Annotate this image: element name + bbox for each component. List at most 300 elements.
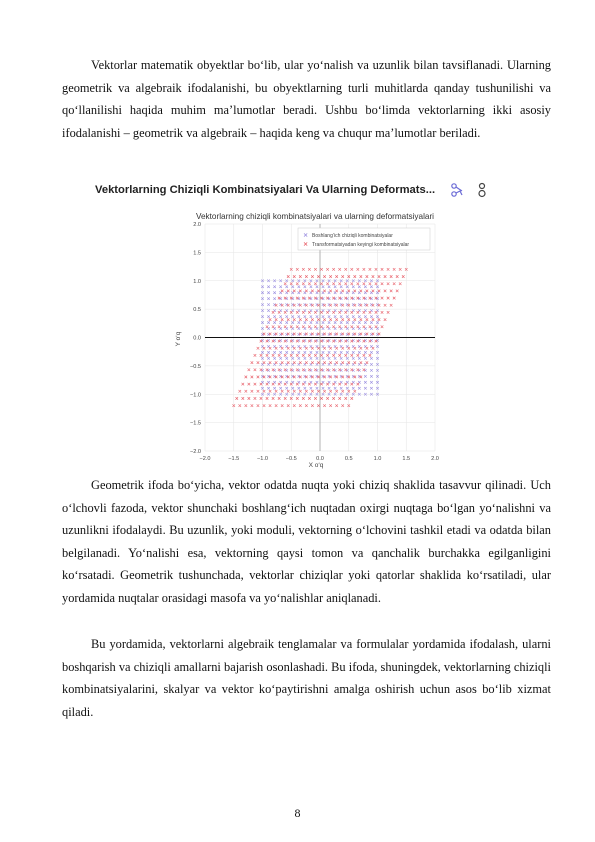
data-point — [366, 347, 369, 350]
data-point — [263, 361, 266, 364]
chart-title: Vektorlarning chiziqli kombinatsiyalari va ularning deformatsiyalari — [195, 212, 435, 221]
data-point — [305, 390, 308, 393]
data-point — [341, 318, 344, 321]
data-point — [360, 318, 363, 321]
data-point — [340, 357, 343, 360]
data-point — [278, 383, 281, 386]
data-point — [370, 375, 373, 378]
data-point — [314, 325, 317, 328]
data-point — [323, 318, 326, 321]
data-point — [251, 404, 254, 407]
data-point — [299, 290, 302, 293]
data-point — [354, 318, 357, 321]
data-point — [273, 351, 276, 354]
data-point — [314, 383, 317, 386]
y-tick-label: −2.0 — [189, 449, 201, 455]
data-point — [317, 390, 320, 393]
data-point — [310, 357, 313, 360]
data-point — [322, 351, 325, 354]
data-point — [267, 357, 270, 360]
data-point — [326, 311, 329, 314]
data-point — [328, 357, 331, 360]
data-point — [352, 387, 355, 390]
data-point — [304, 351, 307, 354]
data-point — [363, 325, 366, 328]
data-point — [369, 354, 372, 357]
data-point — [328, 351, 331, 354]
y-axis-label: Y o‘q — [175, 331, 182, 347]
data-point — [329, 361, 332, 364]
data-point — [335, 404, 338, 407]
data-point — [304, 315, 307, 318]
data-point — [317, 275, 320, 278]
data-point — [335, 361, 338, 364]
chart-legend — [298, 228, 430, 250]
data-point — [334, 285, 337, 288]
data-point — [269, 361, 272, 364]
data-point — [291, 315, 294, 318]
x-tick-label: 0.0 — [316, 456, 324, 462]
data-point — [272, 311, 275, 314]
data-point — [316, 387, 319, 390]
data-point — [358, 321, 361, 324]
settings-icon[interactable] — [475, 182, 489, 198]
data-point — [384, 275, 387, 278]
data-point — [285, 321, 288, 324]
data-point — [293, 361, 296, 364]
data-point — [390, 290, 393, 293]
data-point — [346, 315, 349, 318]
data-point — [370, 363, 373, 366]
data-point — [402, 275, 405, 278]
data-point — [344, 383, 347, 386]
data-point — [302, 311, 305, 314]
data-point — [323, 290, 326, 293]
data-point — [344, 311, 347, 314]
data-point — [269, 404, 272, 407]
data-point — [328, 321, 331, 324]
data-point — [317, 361, 320, 364]
data-point — [281, 318, 284, 321]
reference-lines — [205, 224, 435, 451]
data-point — [344, 354, 347, 357]
data-point — [266, 354, 269, 357]
data-point — [375, 268, 378, 271]
y-tick-label: 1.5 — [193, 250, 201, 257]
data-point — [375, 282, 378, 285]
data-point — [311, 275, 314, 278]
x-tick-label: 0.5 — [344, 456, 353, 462]
data-point — [302, 325, 305, 328]
data-point — [352, 285, 355, 288]
y-tick-label: 2.0 — [193, 222, 201, 228]
data-point — [378, 275, 381, 278]
data-point — [316, 321, 319, 324]
data-point — [364, 381, 367, 384]
data-point — [304, 321, 307, 324]
data-point — [266, 397, 269, 400]
data-point — [284, 311, 287, 314]
data-point — [317, 318, 320, 321]
data-point — [275, 404, 278, 407]
data-point — [358, 351, 361, 354]
data-point — [329, 404, 332, 407]
data-point — [296, 397, 299, 400]
data-point — [272, 383, 275, 386]
data-point — [254, 354, 257, 357]
data-point — [302, 268, 305, 271]
data-point — [390, 275, 393, 278]
data-point — [275, 347, 278, 350]
data-point — [341, 404, 344, 407]
data-point — [326, 354, 329, 357]
scatter-chart — [170, 208, 440, 470]
data-point — [269, 347, 272, 350]
data-point — [338, 325, 341, 328]
data-point — [320, 268, 323, 271]
data-point — [363, 268, 366, 271]
data-point — [296, 325, 299, 328]
data-point — [393, 268, 396, 271]
data-point — [363, 311, 366, 314]
data-point — [344, 325, 347, 328]
data-point — [284, 325, 287, 328]
data-point — [311, 318, 314, 321]
data-point — [254, 383, 257, 386]
y-tick-label: 0.0 — [193, 335, 201, 342]
data-point — [320, 311, 323, 314]
data-point — [267, 315, 270, 318]
data-point — [354, 290, 357, 293]
data-point — [299, 347, 302, 350]
data-point — [278, 397, 281, 400]
data-point — [334, 357, 337, 360]
data-point — [239, 404, 242, 407]
data-point — [267, 285, 270, 288]
data-point — [358, 387, 361, 390]
data-point — [304, 285, 307, 288]
data-point — [308, 282, 311, 285]
data-point — [357, 282, 360, 285]
data-point — [308, 311, 311, 314]
data-point — [340, 315, 343, 318]
data-point — [275, 390, 278, 393]
y-tick-label: −1.5 — [189, 420, 201, 427]
data-point — [302, 354, 305, 357]
data-point — [329, 318, 332, 321]
data-point — [279, 351, 282, 354]
data-point — [308, 268, 311, 271]
data-point — [322, 387, 325, 390]
data-point — [364, 375, 367, 378]
data-point — [308, 383, 311, 386]
data-point — [314, 354, 317, 357]
data-point — [287, 404, 290, 407]
data-point — [311, 390, 314, 393]
data-point — [332, 354, 335, 357]
data-point — [366, 290, 369, 293]
data-point — [329, 275, 332, 278]
figure-header — [95, 182, 505, 204]
legend-label: Transformatsiyadan keyingi kombinatsiyalar — [312, 242, 410, 248]
data-point — [263, 404, 266, 407]
data-point — [354, 361, 357, 364]
data-point — [299, 404, 302, 407]
data-point — [341, 275, 344, 278]
data-point — [328, 387, 331, 390]
data-point — [384, 290, 387, 293]
data-point — [334, 351, 337, 354]
data-point — [242, 397, 245, 400]
x-tick-label: −2.0 — [199, 456, 211, 462]
data-point — [298, 285, 301, 288]
data-point — [346, 387, 349, 390]
data-point — [332, 268, 335, 271]
data-point — [332, 325, 335, 328]
data-point — [326, 397, 329, 400]
data-point — [305, 318, 308, 321]
data-point — [387, 311, 390, 314]
data-point — [350, 383, 353, 386]
data-point — [281, 290, 284, 293]
data-point — [350, 311, 353, 314]
data-point — [273, 321, 276, 324]
data-point — [320, 325, 323, 328]
data-point — [366, 361, 369, 364]
data-point — [326, 282, 329, 285]
data-point — [278, 311, 281, 314]
data-point — [363, 282, 366, 285]
data-point — [335, 347, 338, 350]
data-point — [291, 321, 294, 324]
data-point — [335, 390, 338, 393]
data-point — [320, 397, 323, 400]
y-tick-label: 0.5 — [193, 307, 201, 314]
page-number: 8 — [294, 806, 301, 820]
data-point — [338, 383, 341, 386]
y-tick-label: 1.0 — [193, 278, 201, 285]
data-point — [381, 297, 384, 300]
data-point — [357, 383, 360, 386]
data-point — [302, 397, 305, 400]
data-point — [338, 311, 341, 314]
data-point — [279, 285, 282, 288]
data-point — [287, 275, 290, 278]
data-point — [316, 315, 319, 318]
data-point — [340, 351, 343, 354]
data-point — [287, 347, 290, 350]
data-point — [248, 368, 251, 371]
data-point — [285, 387, 288, 390]
data-point — [310, 387, 313, 390]
data-point — [381, 311, 384, 314]
data-point — [357, 311, 360, 314]
data-point — [340, 321, 343, 324]
data-point — [341, 390, 344, 393]
data-point — [381, 268, 384, 271]
data-point — [369, 325, 372, 328]
data-point — [273, 387, 276, 390]
data-point — [298, 351, 301, 354]
data-point — [269, 318, 272, 321]
data-point — [352, 321, 355, 324]
x-tick-label: 1.5 — [402, 456, 411, 462]
data-point — [364, 357, 367, 360]
data-point — [275, 361, 278, 364]
data-point — [363, 354, 366, 357]
data-point — [396, 275, 399, 278]
data-point — [387, 282, 390, 285]
data-point — [248, 397, 251, 400]
data-point — [296, 268, 299, 271]
data-point — [326, 268, 329, 271]
data-point — [284, 383, 287, 386]
data-point — [281, 404, 284, 407]
data-point — [310, 321, 313, 324]
data-point — [328, 315, 331, 318]
data-point — [293, 404, 296, 407]
data-point — [284, 354, 287, 357]
data-point — [272, 325, 275, 328]
data-point — [341, 347, 344, 350]
data-point — [381, 282, 384, 285]
y-tick-label: −0.5 — [189, 363, 201, 370]
data-point — [370, 369, 373, 372]
share-icon[interactable] — [451, 182, 465, 198]
data-point — [357, 325, 360, 328]
data-point — [322, 285, 325, 288]
x-axis-label: X o‘q — [308, 462, 324, 469]
data-point — [352, 351, 355, 354]
data-point — [360, 347, 363, 350]
data-point — [287, 390, 290, 393]
data-point — [291, 387, 294, 390]
data-point — [310, 315, 313, 318]
data-point — [322, 315, 325, 318]
data-point — [369, 311, 372, 314]
data-point — [320, 354, 323, 357]
data-point — [296, 311, 299, 314]
x-tick-label: −1.0 — [256, 456, 269, 462]
data-point — [317, 290, 320, 293]
data-point — [235, 397, 238, 400]
data-point — [269, 390, 272, 393]
data-point — [273, 357, 276, 360]
data-point — [308, 354, 311, 357]
data-point — [257, 390, 260, 393]
data-point — [396, 290, 399, 293]
data-point — [329, 347, 332, 350]
data-point — [338, 397, 341, 400]
data-point — [346, 357, 349, 360]
data-point — [381, 325, 384, 328]
data-point — [338, 268, 341, 271]
data-point — [260, 397, 263, 400]
data-point — [360, 361, 363, 364]
x-tick-label: 1.0 — [373, 456, 382, 462]
data-point — [322, 321, 325, 324]
data-point — [350, 325, 353, 328]
data-point — [314, 282, 317, 285]
data-point — [284, 397, 287, 400]
y-tick-label: −1.0 — [189, 392, 201, 399]
data-point — [287, 290, 290, 293]
data-point — [358, 315, 361, 318]
x-tick-label: −0.5 — [285, 456, 297, 462]
data-point — [364, 285, 367, 288]
data-point — [257, 361, 260, 364]
data-point — [370, 387, 373, 390]
data-point — [310, 285, 313, 288]
data-point — [369, 268, 372, 271]
data-point — [267, 297, 270, 300]
data-point — [281, 347, 284, 350]
data-point — [323, 390, 326, 393]
data-point — [257, 376, 260, 379]
data-point — [285, 357, 288, 360]
data-point — [316, 285, 319, 288]
data-point — [335, 275, 338, 278]
data-point — [266, 383, 269, 386]
data-point — [328, 285, 331, 288]
data-point — [323, 275, 326, 278]
data-point — [267, 387, 270, 390]
data-point — [332, 397, 335, 400]
data-point — [340, 285, 343, 288]
data-point — [344, 282, 347, 285]
paragraph-geometric: Geometrik ifoda bo‘yicha, vektor odatda nuqta yoki chiziq shaklida tasavvur qilinadi. Uch o‘lchovli fazoda, vektor shunchaki boshlang‘ich nuqtadan oxirgi nuqtaga bo‘lgan yo‘nalishni va uzunlikni ifodalaydi. Bu uzunlik, yoki moduli, vektorning o‘lchovini tashkil etadi va odatda bilan belgilanadi. Yo‘nalishi esa, vektorning qaysi tomon va qanchalik burchakka egilganligini ko‘rsatadi. Geometrik tushunchada, vektorlar chiziqlar yoki qatorlar shaklida ko‘rsatiladi, ular yordamida nuqtalar orasidagi masofa va yo‘nalishlar aniqlanadi. — [62, 478, 551, 605]
data-point — [370, 357, 373, 360]
data-point — [293, 290, 296, 293]
data-point — [317, 347, 320, 350]
data-point — [372, 318, 375, 321]
data-point — [285, 351, 288, 354]
data-point — [279, 321, 282, 324]
data-point — [344, 268, 347, 271]
data-point — [323, 347, 326, 350]
data-point — [248, 383, 251, 386]
data-point — [293, 390, 296, 393]
data-point — [267, 321, 270, 324]
data-point — [298, 321, 301, 324]
data-point — [317, 404, 320, 407]
data-point — [260, 354, 263, 357]
data-point — [341, 290, 344, 293]
data-point — [273, 291, 276, 294]
data-point — [293, 275, 296, 278]
data-point — [267, 303, 270, 306]
data-point — [287, 361, 290, 364]
data-point — [334, 387, 337, 390]
data-point — [285, 285, 288, 288]
data-point — [320, 282, 323, 285]
data-point — [291, 285, 294, 288]
data-point — [298, 357, 301, 360]
data-point — [375, 311, 378, 314]
data-point — [357, 354, 360, 357]
data-point — [304, 357, 307, 360]
data-point — [314, 268, 317, 271]
data-point — [326, 325, 329, 328]
data-point — [323, 404, 326, 407]
data-point — [338, 282, 341, 285]
data-point — [296, 282, 299, 285]
data-point — [251, 361, 254, 364]
data-point — [370, 285, 373, 288]
data-point — [310, 351, 313, 354]
data-point — [278, 325, 281, 328]
data-point — [364, 387, 367, 390]
